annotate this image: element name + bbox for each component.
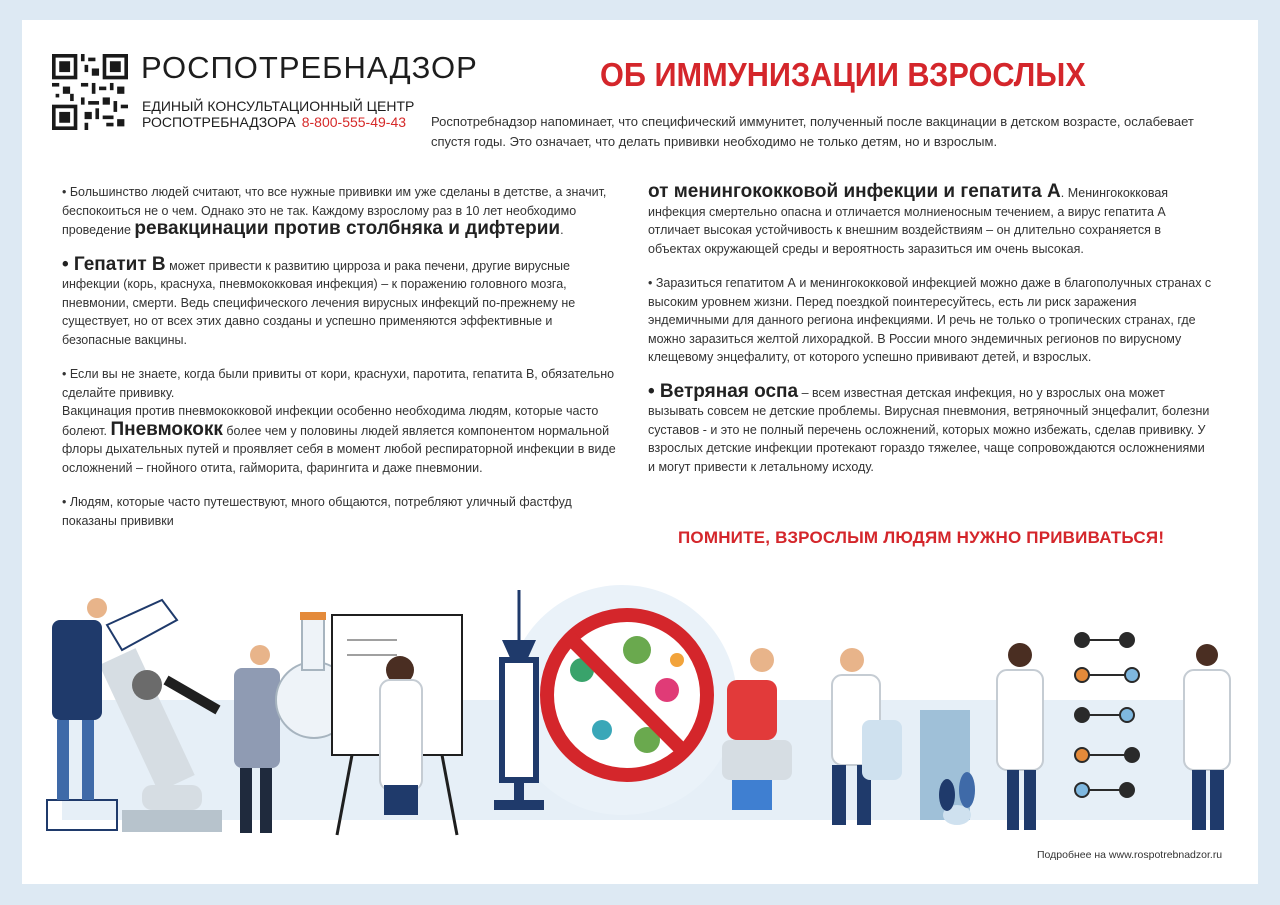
paragraph-chickenpox	[648, 380, 1213, 477]
hepatitis-b-heading: • Гепатит В	[62, 253, 166, 275]
paragraph-hepatitis-b	[62, 253, 622, 350]
tetanus-highlight: ревакцинации против столбняка и дифтерии	[134, 218, 561, 239]
meningococcal-text: . Менингококковая инфекция смертельно опасна и отличается молниеносным течением, а вирус гепатита А отличает высокая устойчивость к внешним воздействиям – он длительно сохраняется в объектах окружающей среды и вероятность заразиться им очень высокая.	[648, 186, 1169, 256]
poster	[22, 20, 1258, 884]
consult-center-label: ЕДИНЫЙ КОНСУЛЬТАЦИОННЫЙ ЦЕНТР	[142, 98, 415, 114]
consult-center-name: РОСПОТРЕБНАДЗОРА	[142, 114, 296, 130]
paragraph-travel	[62, 493, 622, 530]
brand-name: РОСПОТРЕБНАДЗОР	[141, 50, 478, 85]
no-germs-icon	[547, 615, 707, 775]
left-column	[62, 183, 622, 546]
paragraph-pneumococcus	[62, 365, 622, 477]
pneumococcus-text: более чем у половины людей является компонентом нормальной флоры дыхательных путей и проявляет себя в момент любой респираторной инфекции в виде осложнений – гнойного отита, гайморита, фарингита и даже пневмонии.	[62, 423, 616, 475]
paragraph-tetanus	[62, 183, 622, 240]
qr-code-icon	[52, 54, 128, 130]
tetanus-text: • Большинство людей считают, что все нужные прививки им уже сделаны в детстве, а значит, беспокоиться не о чем. Однако это не так. Каждому взрослому раз в 10 лет необходимо проведение	[62, 185, 607, 237]
paragraph-meningococcal	[648, 183, 1213, 258]
more-info-link[interactable]: Подробнее на www.rospotrebnadzor.ru	[1037, 849, 1223, 861]
hotline-phone: 8-800-555-49-43	[301, 114, 407, 130]
medical-illustration	[22, 580, 1258, 840]
slogan: ПОМНИТЕ, ВЗРОСЛЫМ ЛЮДЯМ НУЖНО ПРИВИВАТЬСЯ!	[678, 528, 1165, 547]
syringe-icon	[494, 590, 544, 810]
paragraph-hepatitis-a	[648, 274, 1213, 367]
pneumococcus-heading: Пневмококк	[110, 418, 223, 440]
hepatitis-a-text: • Заразиться гепатитом А и менингококковой инфекцией можно даже в благополучных странах с высоким уровнем жизни. Перед поездкой поинтересуйтесь, есть ли риск заражения эндемичными для данного региона инфекциями. И речь не только о тропических странах, где можно заразиться желтой лихорадкой. В России много эндемичных регионов по вирусному клещевому энцефалиту, от которого успешно прививают детей, и взрослых.	[648, 276, 1212, 364]
right-column	[648, 183, 1213, 492]
chickenpox-text: – всем известная детская инфекция, но у взрослых она может вызывать совсем не детские проблемы. Вирусная пневмония, ветряночный энцефалит, болезни суставов - и это не полный перечень осложнений, которых можно избежать, сделав прививку. У взрослых детские инфекции протекают гораздо тяжелее, чаще сопровождаются осложнениями и могут привести к летальному исходу.	[648, 385, 1210, 474]
vaccination-scene	[722, 648, 970, 825]
tetanus-end: .	[560, 223, 564, 237]
intro-text: Роспотребнадзор напоминает, что специфический иммунитет, полученный после вакцинации в детском возрасте, ослабевает спустя годы. Это означает, что делать прививки необходимо не только детям, но и взрослым.	[431, 114, 1194, 149]
travel-text: • Людям, которые часто путешествуют, много общаются, потребляют уличный фастфуд показаны прививки	[62, 495, 572, 528]
meningococcal-heading: от менингококковой инфекции и гепатита А	[648, 181, 1061, 202]
chickenpox-heading: • Ветряная оспа	[648, 380, 799, 402]
consult-center-label-2	[142, 114, 406, 130]
pneumococcal-text: Вакцинация против пневмококковой инфекции особенно необходима людям, которые часто болеют.	[62, 404, 599, 438]
page-title: ОБ ИММУНИЗАЦИИ ВЗРОСЛЫХ	[600, 56, 1086, 93]
measles-text: • Если вы не знаете, когда были привиты от кори, краснухи, паротита, гепатита В, обязательно сделайте прививку.	[62, 367, 615, 400]
hepatitis-b-text: может привести к развитию цирроза и рака печени, другие вирусные инфекции (корь, краснуха, пневмококковая инфекция) – к поражению головного мозга, пневмонии, смерти. Ведь специфического лечения вирусных инфекций по-прежнему не существует, но от всех этих давно созданы и успешно применяются эффективные и безопасные вакцины.	[62, 258, 576, 347]
